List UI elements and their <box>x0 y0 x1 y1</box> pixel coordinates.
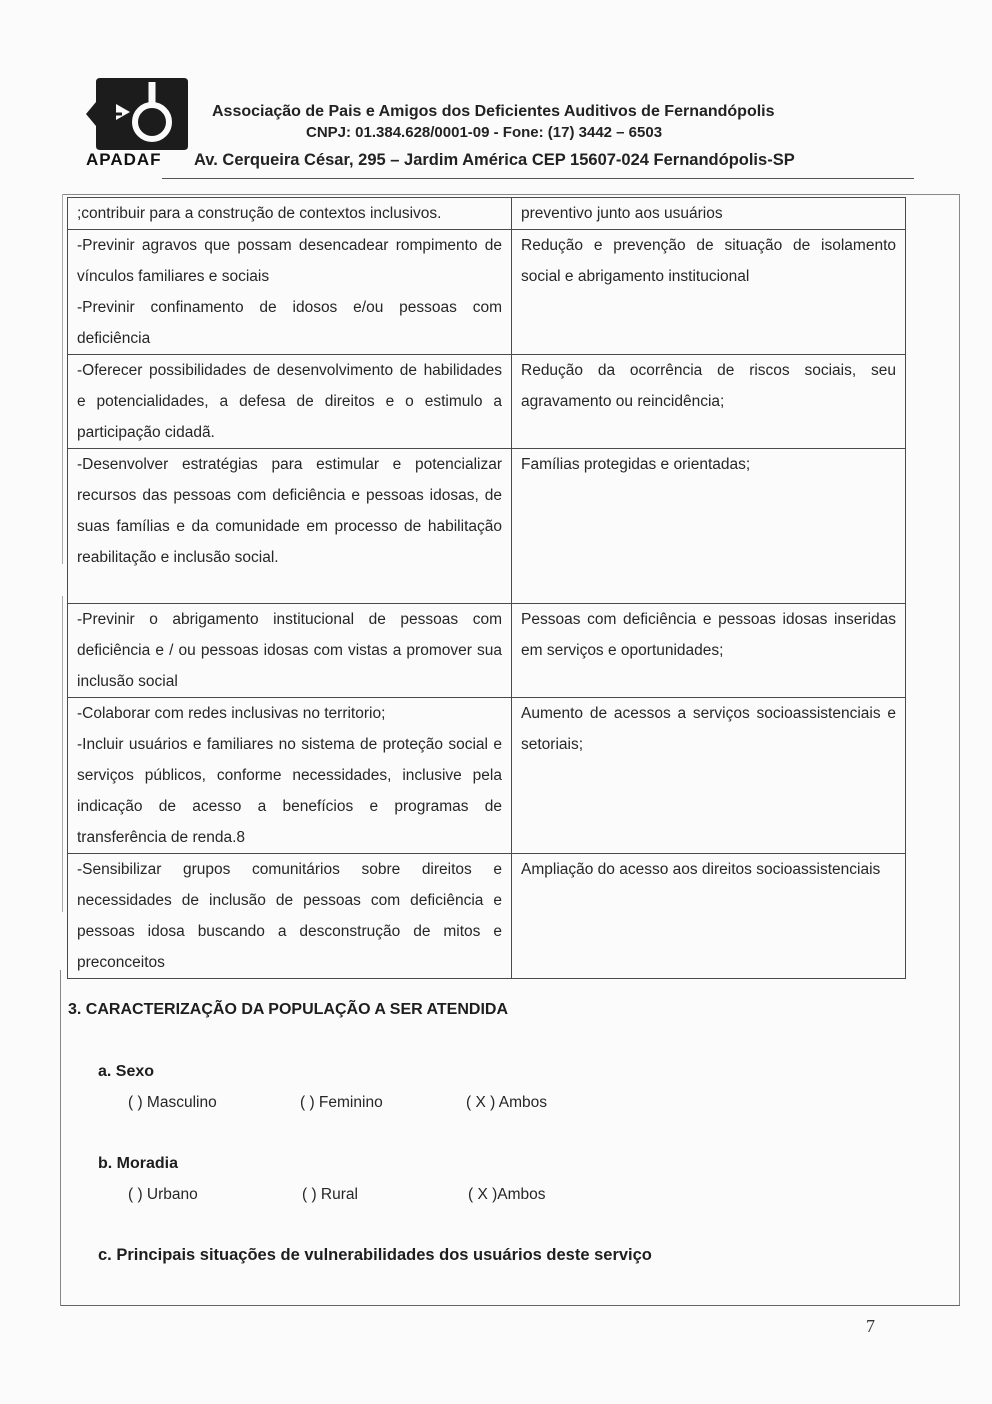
result-cell: Pessoas com deficiência e pessoas idosas inseridas em serviços e oportunidades; <box>512 604 906 698</box>
result-cell: Famílias protegidas e orientadas; <box>512 449 906 604</box>
objective-text: -Previnir confinamento de idosos e/ou pessoas com deficiência <box>77 299 502 347</box>
objective-cell <box>68 198 512 230</box>
frame-border-bottom <box>60 1305 960 1306</box>
frame-border-right <box>959 194 960 1306</box>
table-row <box>68 449 906 604</box>
objective-text: -Oferecer possibilidades de desenvolvimento de habilidades e potencialidades, a defesa de direitos e o estimulo a participação cidadã. <box>77 362 502 441</box>
subsection-a-sexo: a. Sexo <box>98 1063 155 1080</box>
frame-border-left-upper <box>62 194 63 564</box>
table-row <box>68 604 906 698</box>
org-address: Av. Cerqueira César, 295 – Jardim América CEP 15607-024 Fernandópolis-SP <box>194 151 795 169</box>
objective-text: -Colaborar com redes inclusivas no territorio; <box>77 705 386 722</box>
result-cell: Redução da ocorrência de riscos sociais, seu agravamento ou reincidência; <box>512 355 906 449</box>
subsection-c-vulnerabilidades: c. Principais situações de vulnerabilidades dos usuários deste serviço <box>98 1246 652 1264</box>
section-3-title: 3. CARACTERIZAÇÃO DA POPULAÇÃO A SER ATENDIDA <box>68 1001 509 1018</box>
subsection-b-moradia: b. Moradia <box>98 1155 179 1172</box>
frame-border-left-middle <box>62 596 63 912</box>
result-cell: preventivo junto aos usuários <box>512 198 906 230</box>
header-divider <box>162 178 914 179</box>
objective-text: -Previnir agravos que possam desencadear rompimento de vínculos familiares e sociais <box>77 237 502 285</box>
table-row <box>68 198 906 230</box>
result-cell: Aumento de acessos a serviços socioassistenciais e setoriais; <box>512 698 906 854</box>
option-ambos-moradia: ( X )Ambos <box>468 1186 546 1203</box>
option-masculino: ( ) Masculino <box>128 1094 217 1111</box>
table-row <box>68 854 906 979</box>
page-number: 7 <box>866 1316 875 1336</box>
objective-text: -Incluir usuários e familiares no sistema de proteção social e serviços públicos, conforme necessidades, inclusive pela indicação de acesso a benefícios e programas de transferência de renda.8 <box>77 736 502 846</box>
option-ambos: ( X ) Ambos <box>466 1094 547 1111</box>
objective-text: -Desenvolver estratégias para estimular e potencializar recursos das pessoas com deficiência e pessoas idosas, de suas famílias e da comunidade em processo de habilitação reabilitação e inclusão social. <box>77 456 502 566</box>
objective-text: ;contribuir para a construção de contextos inclusivos. <box>77 205 442 222</box>
org-name: Associação de Pais e Amigos dos Deficientes Auditivos de Fernandópolis <box>212 103 775 120</box>
objective-cell <box>68 355 512 449</box>
org-cnpj-phone: CNPJ: 01.384.628/0001-09 - Fone: (17) 3442 – 6503 <box>306 124 663 141</box>
table-row <box>68 230 906 355</box>
objective-cell <box>68 854 512 979</box>
result-cell: Ampliação do acesso aos direitos socioassistenciais <box>512 854 906 979</box>
table-row <box>68 355 906 449</box>
option-feminino: ( ) Feminino <box>300 1094 383 1111</box>
apadaf-logo <box>86 78 188 150</box>
objective-cell <box>68 604 512 698</box>
objective-cell <box>68 449 512 604</box>
option-rural: ( ) Rural <box>302 1186 358 1203</box>
objectives-results-table <box>67 197 906 979</box>
objective-cell <box>68 230 512 355</box>
objective-cell <box>68 698 512 854</box>
brand-name: APADAF <box>86 150 162 169</box>
frame-border-left <box>60 970 61 1306</box>
frame-border-top <box>62 194 960 195</box>
result-cell: Redução e prevenção de situação de isolamento social e abrigamento institucional <box>512 230 906 355</box>
objective-text: -Sensibilizar grupos comunitários sobre direitos e necessidades de inclusão de pessoas com deficiência e pessoas idosa buscando a desconstrução de mitos e preconceitos <box>77 861 502 971</box>
objective-text: -Previnir o abrigamento institucional de pessoas com deficiência e / ou pessoas idosas com vistas a promover sua inclusão social <box>77 611 502 690</box>
option-urbano: ( ) Urbano <box>128 1186 198 1203</box>
table-row <box>68 698 906 854</box>
